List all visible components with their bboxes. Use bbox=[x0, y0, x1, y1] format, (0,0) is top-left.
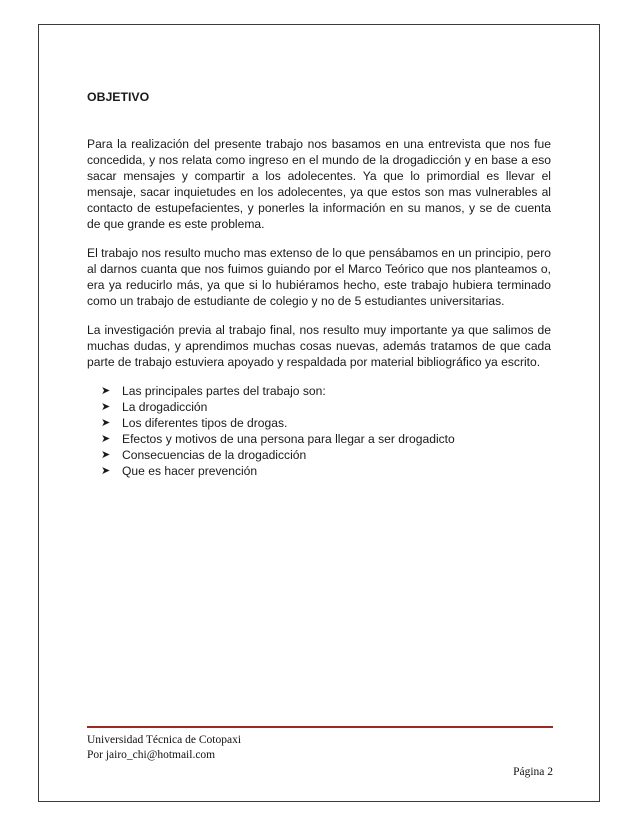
list-item-text: Los diferentes tipos de drogas. bbox=[122, 416, 288, 430]
arrowhead-bullet-icon: ➤ bbox=[101, 385, 111, 397]
footer-author: Por jairo_chi@hotmail.com bbox=[87, 749, 216, 761]
list-item-text: Consecuencias de la drogadicción bbox=[122, 448, 307, 462]
bullet-list bbox=[87, 383, 551, 479]
paragraph-intro: Para la realización del presente trabajo nos basamos en una entrevista que nos fue concedida, y nos relata como ingreso en el mundo de la drogadicción y en base a eso sacar mensajes y compartir a los adolecentes. Ya que lo primordial es llevar el mensaje, sacar inquietudes en los adolecentes, ya que estos son mas vulnerables al contacto de estupefacientes, y ponerles la información en su manos, y se de cuenta de que grande es este problema. bbox=[87, 137, 551, 231]
footer-rule bbox=[87, 726, 553, 728]
document-body bbox=[87, 89, 551, 479]
arrowhead-bullet-icon: ➤ bbox=[101, 465, 111, 477]
arrowhead-bullet-icon: ➤ bbox=[101, 401, 111, 413]
footer-institution: Universidad Técnica de Cotopaxi bbox=[87, 734, 242, 746]
arrowhead-bullet-icon: ➤ bbox=[101, 449, 111, 461]
section-heading: OBJETIVO bbox=[87, 90, 150, 104]
list-item bbox=[101, 447, 551, 463]
list-item bbox=[101, 383, 551, 399]
list-item bbox=[101, 463, 551, 479]
list-item-text: Que es hacer prevención bbox=[122, 464, 258, 478]
arrowhead-bullet-icon: ➤ bbox=[101, 417, 111, 429]
list-item-text: La drogadicción bbox=[122, 400, 208, 414]
list-item bbox=[101, 399, 551, 415]
list-item bbox=[101, 431, 551, 447]
list-item-text: Las principales partes del trabajo son: bbox=[122, 384, 326, 398]
paragraph-research: La investigación previa al trabajo final, nos resulto muy importante ya que salimos de muchas dudas, y aprendimos muchas cosas nuevas, además tratamos de que cada parte de trabajo estuviera apoyado y respaldada por material bibliográfico ya escrito. bbox=[87, 323, 551, 369]
page-number: Página 2 bbox=[513, 766, 553, 778]
list-item bbox=[101, 415, 551, 431]
page-footer bbox=[87, 726, 553, 780]
list-item-text: Efectos y motivos de una persona para llegar a ser drogadicto bbox=[122, 432, 455, 446]
paragraph-scope: El trabajo nos resulto mucho mas extenso de lo que pensábamos en un principio, pero al darnos cuanta que nos fuimos guiando por el Marco Teórico que nos planteamos o, era ya reducirlo más, ya que si lo hubiéramos hecho, este trabajo hubiera terminado como un trabajo de estudiante de colegio y no de 5 estudiantes universitarias. bbox=[87, 246, 551, 308]
arrowhead-bullet-icon: ➤ bbox=[101, 433, 111, 445]
